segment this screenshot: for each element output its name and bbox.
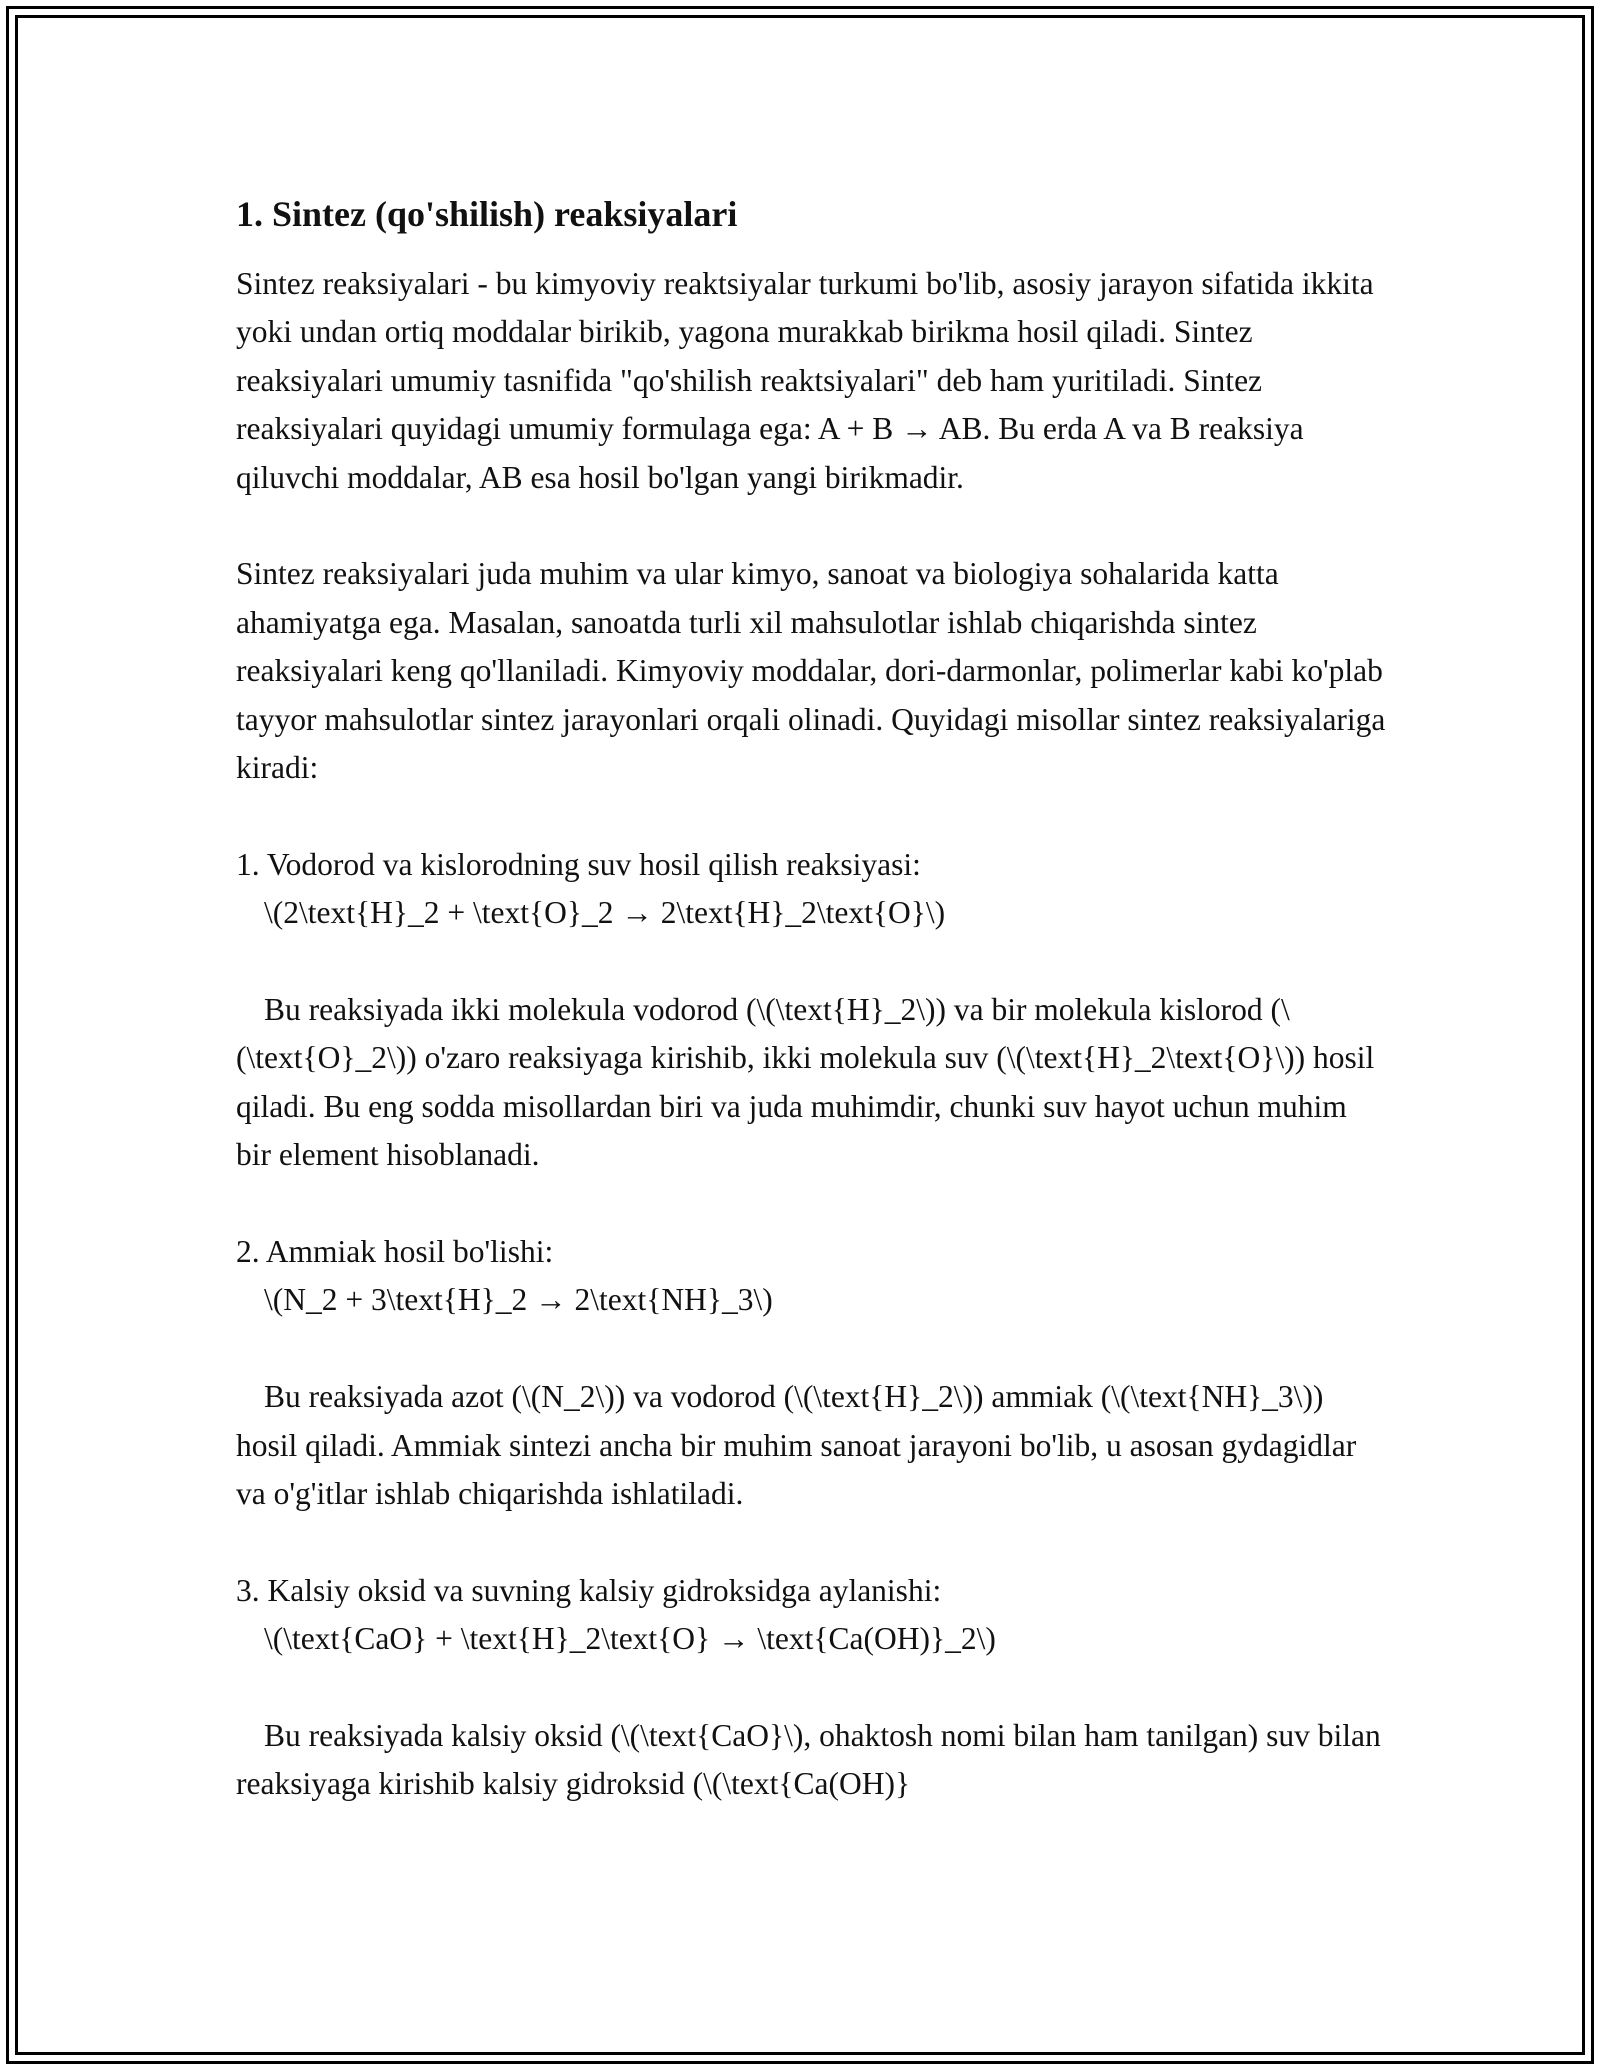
paragraph-gap (236, 792, 1386, 840)
example-1 (236, 841, 1386, 1180)
example-explanation (236, 986, 1386, 1180)
example-heading: 3. Kalsiy oksid va suvning kalsiy gidroksidga aylanishi: (236, 1572, 942, 1608)
example-2 (236, 1228, 1386, 1518)
intro-paragraph: Sintez reaksiyalari - bu kimyoviy reaktsiyalar turkumi bo'lib, asosiy jarayon sifatida ikkita yoki undan ortiq moddalar birikib, yagona murakkab birikma hosil qiladi. Sintez reaksiyalari umumiy tasnifida "qo'shilish reaktsiyalari" deb ham yuritiladi. Sintez reaksiyalari quyidagi umumiy formulaga ega: A + B → AB. Bu erda A va B reaksiya qiluvchi moddalar, AB esa hosil bo'lgan yangi birikmadir. (236, 266, 1374, 495)
paragraph-gap (236, 1518, 1386, 1566)
example-formula: \(N_2 + 3\text{H}_2 → 2\text{NH}_3\) (264, 1282, 773, 1318)
paragraph-gap (236, 1325, 1386, 1373)
example-formula: \(\text{CaO} + \text{H}_2\text{O} → \text{Ca(OH)}_2\) (264, 1621, 996, 1657)
paragraph-gap (236, 938, 1386, 986)
paragraph-gap (236, 502, 1386, 550)
example-heading: 1. Vodorod va kislorodning suv hosil qilish reaksiyasi: (236, 846, 921, 882)
example-3 (236, 1567, 1386, 1809)
importance-paragraph: Sintez reaksiyalari juda muhim va ular kimyo, sanoat va biologiya sohalarida katta ahamiyatga ega. Masalan, sanoatda turli xil mahsulotlar ishlab chiqarishda sintez reaksiyalari keng qo'llaniladi. Kimyoviy moddalar, dori-darmonlar, polimerlar kabi ko'plab tayyor mahsulotlar sintez jarayonlari orqali olinadi. Quyidagi misollar sintez reaksiyalariga kiradi: (236, 556, 1386, 786)
example-explanation-text: Bu reaksiyada kalsiy oksid (\(\text{CaO}\), ohaktosh nomi bilan ham tanilgan) suv bilan reaksiyaga kirishib kalsiy gidroksid (\(\text{Ca(OH)} (236, 1718, 1381, 1802)
example-heading: 2. Ammiak hosil bo'lishi: (236, 1234, 554, 1270)
example-explanation (236, 1373, 1386, 1518)
paragraph-gap (236, 1664, 1386, 1712)
document-body (236, 186, 1386, 1809)
example-explanation-text: Bu reaksiyada azot (\(N_2\)) va vodorod (\(\text{H}_2\)) ammiak (\(\text{NH}_3\)) hosil qiladi. Ammiak sintezi ancha bir muhim sanoat jarayoni bo'lib, u asosan gydagidlar va o'g'itlar ishlab chiqarishda ishlatiladi. (236, 1379, 1357, 1512)
example-explanation-text: Bu reaksiyada ikki molekula vodorod (\(\text{H}_2\)) va bir molekula kislorod (\(\text{O}_2\)) o'zaro reaksiyaga kirishib, ikki molekula suv (\(\text{H}_2\text{O}\)) hosil qiladi. Bu eng sodda misollardan biri va juda muhimdir, chunki suv hayot uchun muhim bir element hisoblanadi. (236, 992, 1375, 1173)
paragraph-gap (236, 1180, 1386, 1228)
example-formula: \(2\text{H}_2 + \text{O}_2 → 2\text{H}_2\text{O}\) (264, 895, 946, 931)
section-title: 1. Sintez (qo'shilish) reaksiyalari (236, 194, 738, 234)
example-explanation (236, 1712, 1386, 1809)
